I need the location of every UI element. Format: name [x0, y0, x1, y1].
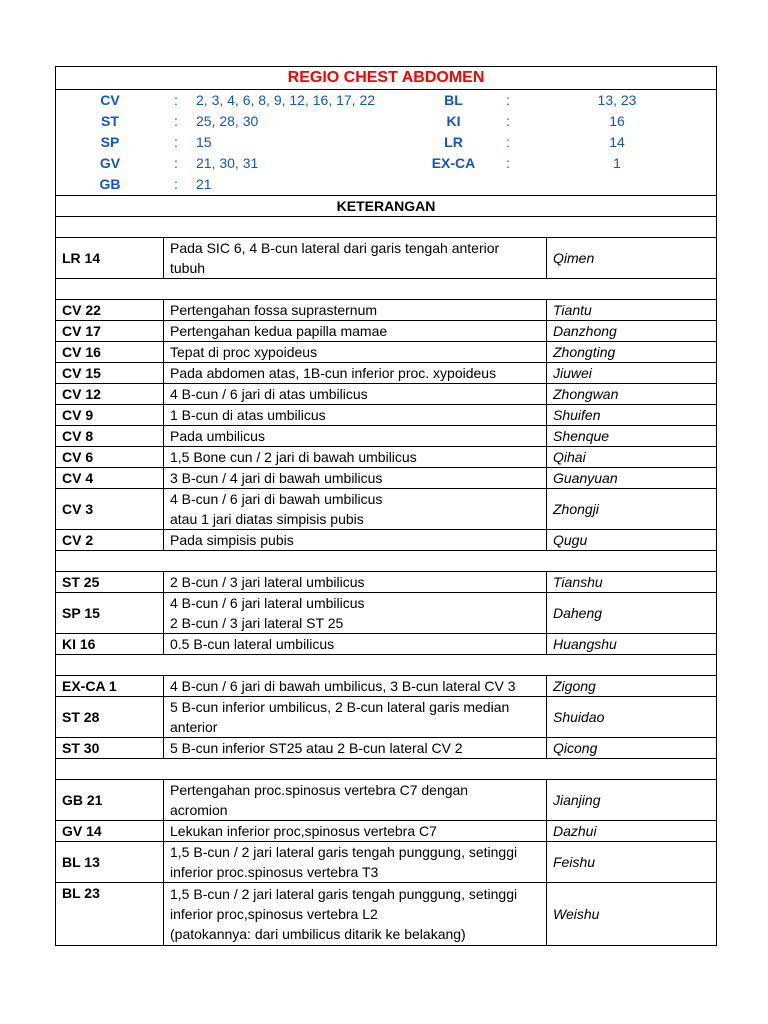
- summary-key: CV: [100, 92, 120, 108]
- summary-values: 25, 28, 30: [196, 113, 259, 129]
- summary-line: [56, 132, 716, 153]
- table-row: [56, 363, 717, 384]
- point-description: Lekukan inferior proc,spinosus vertebra C7: [164, 821, 547, 842]
- point-code: EX-CA 1: [56, 676, 164, 697]
- point-description: 0.5 B-cun lateral umbilicus: [164, 634, 547, 655]
- summary-values: 16: [609, 113, 625, 129]
- point-code: ST 30: [56, 738, 164, 759]
- summary-cell: [56, 90, 717, 196]
- table-row: [56, 238, 717, 279]
- point-code: CV 22: [56, 300, 164, 321]
- table-row: [56, 321, 717, 342]
- summary-key: EX-CA: [431, 155, 476, 171]
- summary-key: LR: [444, 134, 463, 150]
- point-code: LR 14: [56, 238, 164, 279]
- table-row: [56, 405, 717, 426]
- point-name: Danzhong: [547, 321, 717, 342]
- group-spacer-row: [56, 655, 717, 676]
- table-row: [56, 821, 717, 842]
- point-name: Jianjing: [547, 780, 717, 821]
- table-row: [56, 634, 717, 655]
- point-description: Pada umbilicus: [164, 426, 547, 447]
- point-code: SP 15: [56, 593, 164, 634]
- summary-line: [56, 90, 716, 111]
- table-row: [56, 447, 717, 468]
- point-name: Zigong: [547, 676, 717, 697]
- table-row: [56, 468, 717, 489]
- point-code: CV 15: [56, 363, 164, 384]
- point-code: CV 6: [56, 447, 164, 468]
- point-name: Jiuwei: [547, 363, 717, 384]
- keterangan-row: [56, 196, 717, 217]
- group-spacer-row: [56, 217, 717, 238]
- point-description: 5 B-cun inferior umbilicus, 2 B-cun lateral garis median anterior: [164, 697, 547, 738]
- point-name: Dazhui: [547, 821, 717, 842]
- summary-key: GV: [99, 155, 121, 171]
- summary-colon: :: [174, 92, 178, 108]
- point-code: CV 4: [56, 468, 164, 489]
- summary-colon: :: [506, 155, 510, 171]
- summary-colon: :: [174, 134, 178, 150]
- summary-key: ST: [101, 113, 119, 129]
- point-name: Feishu: [547, 842, 717, 883]
- point-description: 1 B-cun di atas umbilicus: [164, 405, 547, 426]
- point-description: Pertengahan fossa suprasternum: [164, 300, 547, 321]
- summary-colon: :: [506, 92, 510, 108]
- spacer-cell: [56, 551, 717, 572]
- spacer-cell: [56, 279, 717, 300]
- table-row: [56, 489, 717, 530]
- document-page: [55, 66, 716, 946]
- point-code: CV 12: [56, 384, 164, 405]
- point-code: GB 21: [56, 780, 164, 821]
- summary-values: 21: [196, 176, 212, 192]
- table-row: [56, 530, 717, 551]
- title-cell: [56, 67, 717, 90]
- point-name: Shuifen: [547, 405, 717, 426]
- table-row: [56, 593, 717, 634]
- table-row: [56, 426, 717, 447]
- point-description: 4 B-cun / 6 jari di bawah umbilicus atau 1 jari diatas simpisis pubis: [164, 489, 547, 530]
- point-description: Pertengahan proc.spinosus vertebra C7 dengan acromion: [164, 780, 547, 821]
- summary-colon: :: [174, 155, 178, 171]
- point-name: Huangshu: [547, 634, 717, 655]
- table-row: [56, 342, 717, 363]
- point-name: Qicong: [547, 738, 717, 759]
- table-row: [56, 697, 717, 738]
- summary-values: 1: [613, 155, 621, 171]
- point-name: Qihai: [547, 447, 717, 468]
- spacer-cell: [56, 655, 717, 676]
- point-name: Shuidao: [547, 697, 717, 738]
- point-description: 4 B-cun / 6 jari lateral umbilicus 2 B-cun / 3 jari lateral ST 25: [164, 593, 547, 634]
- table-row: [56, 384, 717, 405]
- spacer-cell: [56, 759, 717, 780]
- point-description: Pada simpisis pubis: [164, 530, 547, 551]
- summary-key: BL: [444, 92, 463, 108]
- point-code: CV 2: [56, 530, 164, 551]
- point-name: Daheng: [547, 593, 717, 634]
- group-spacer-row: [56, 279, 717, 300]
- point-name: Guanyuan: [547, 468, 717, 489]
- point-name: Qugu: [547, 530, 717, 551]
- summary-colon: :: [174, 113, 178, 129]
- point-code: GV 14: [56, 821, 164, 842]
- point-description: 1,5 B-cun / 2 jari lateral garis tengah punggung, setinggi inferior proc.spinosus vertebra T3: [164, 842, 547, 883]
- point-name: Shenque: [547, 426, 717, 447]
- summary-values: 21, 30, 31: [196, 155, 259, 171]
- point-description: 4 B-cun / 6 jari di atas umbilicus: [164, 384, 547, 405]
- summary-values: 14: [609, 134, 625, 150]
- point-code: CV 8: [56, 426, 164, 447]
- point-name: Weishu: [547, 883, 717, 946]
- point-description: 5 B-cun inferior ST25 atau 2 B-cun lateral CV 2: [164, 738, 547, 759]
- summary-colon: :: [174, 176, 178, 192]
- point-name: Zhongwan: [547, 384, 717, 405]
- point-code: CV 9: [56, 405, 164, 426]
- point-description: 1,5 Bone cun / 2 jari di bawah umbilicus: [164, 447, 547, 468]
- point-code: ST 28: [56, 697, 164, 738]
- table-row: [56, 738, 717, 759]
- point-description: 2 B-cun / 3 jari lateral umbilicus: [164, 572, 547, 593]
- table-row: [56, 780, 717, 821]
- table-row: [56, 300, 717, 321]
- table-row: [56, 883, 717, 946]
- summary-key: SP: [100, 134, 120, 150]
- summary-colon: :: [506, 113, 510, 129]
- summary-block: [56, 90, 716, 195]
- point-description: Pertengahan kedua papilla mamae: [164, 321, 547, 342]
- table-row: [56, 676, 717, 697]
- point-code: KI 16: [56, 634, 164, 655]
- acupoint-table: [55, 66, 717, 946]
- summary-row: [56, 90, 717, 196]
- title-row: [56, 67, 717, 90]
- point-code: BL 23: [56, 883, 164, 946]
- point-code: CV 16: [56, 342, 164, 363]
- table-row: [56, 842, 717, 883]
- point-name: Zhongji: [547, 489, 717, 530]
- page-title: REGIO CHEST ABDOMEN: [287, 69, 485, 86]
- summary-line: [56, 153, 716, 174]
- summary-key: GB: [99, 176, 121, 192]
- point-description: Pada SIC 6, 4 B-cun lateral dari garis tengah anterior tubuh: [164, 238, 547, 279]
- point-code: ST 25: [56, 572, 164, 593]
- point-description: Tepat di proc xypoideus: [164, 342, 547, 363]
- point-name: Tianshu: [547, 572, 717, 593]
- summary-colon: :: [506, 134, 510, 150]
- point-description: 3 B-cun / 4 jari di bawah umbilicus: [164, 468, 547, 489]
- summary-values: 13, 23: [597, 92, 637, 108]
- point-code: BL 13: [56, 842, 164, 883]
- point-description: 1,5 B-cun / 2 jari lateral garis tengah punggung, setinggi inferior proc,spinosus vertebra L2 (patokannya: dari umbilicus ditarik ke belakang): [164, 883, 547, 946]
- summary-key: KI: [446, 113, 461, 129]
- spacer-cell: [56, 217, 717, 238]
- point-code: CV 3: [56, 489, 164, 530]
- point-description: 4 B-cun / 6 jari di bawah umbilicus, 3 B-cun lateral CV 3: [164, 676, 547, 697]
- summary-line: [56, 174, 716, 195]
- group-spacer-row: [56, 551, 717, 572]
- summary-line: [56, 111, 716, 132]
- point-description: Pada abdomen atas, 1B-cun inferior proc. xypoideus: [164, 363, 547, 384]
- point-name: Qimen: [547, 238, 717, 279]
- table-row: [56, 572, 717, 593]
- point-name: Zhongting: [547, 342, 717, 363]
- group-spacer-row: [56, 759, 717, 780]
- point-code: CV 17: [56, 321, 164, 342]
- summary-values: 2, 3, 4, 6, 8, 9, 12, 16, 17, 22: [196, 92, 376, 108]
- point-name: Tiantu: [547, 300, 717, 321]
- summary-values: 15: [196, 134, 212, 150]
- keterangan-header: KETERANGAN: [56, 196, 717, 217]
